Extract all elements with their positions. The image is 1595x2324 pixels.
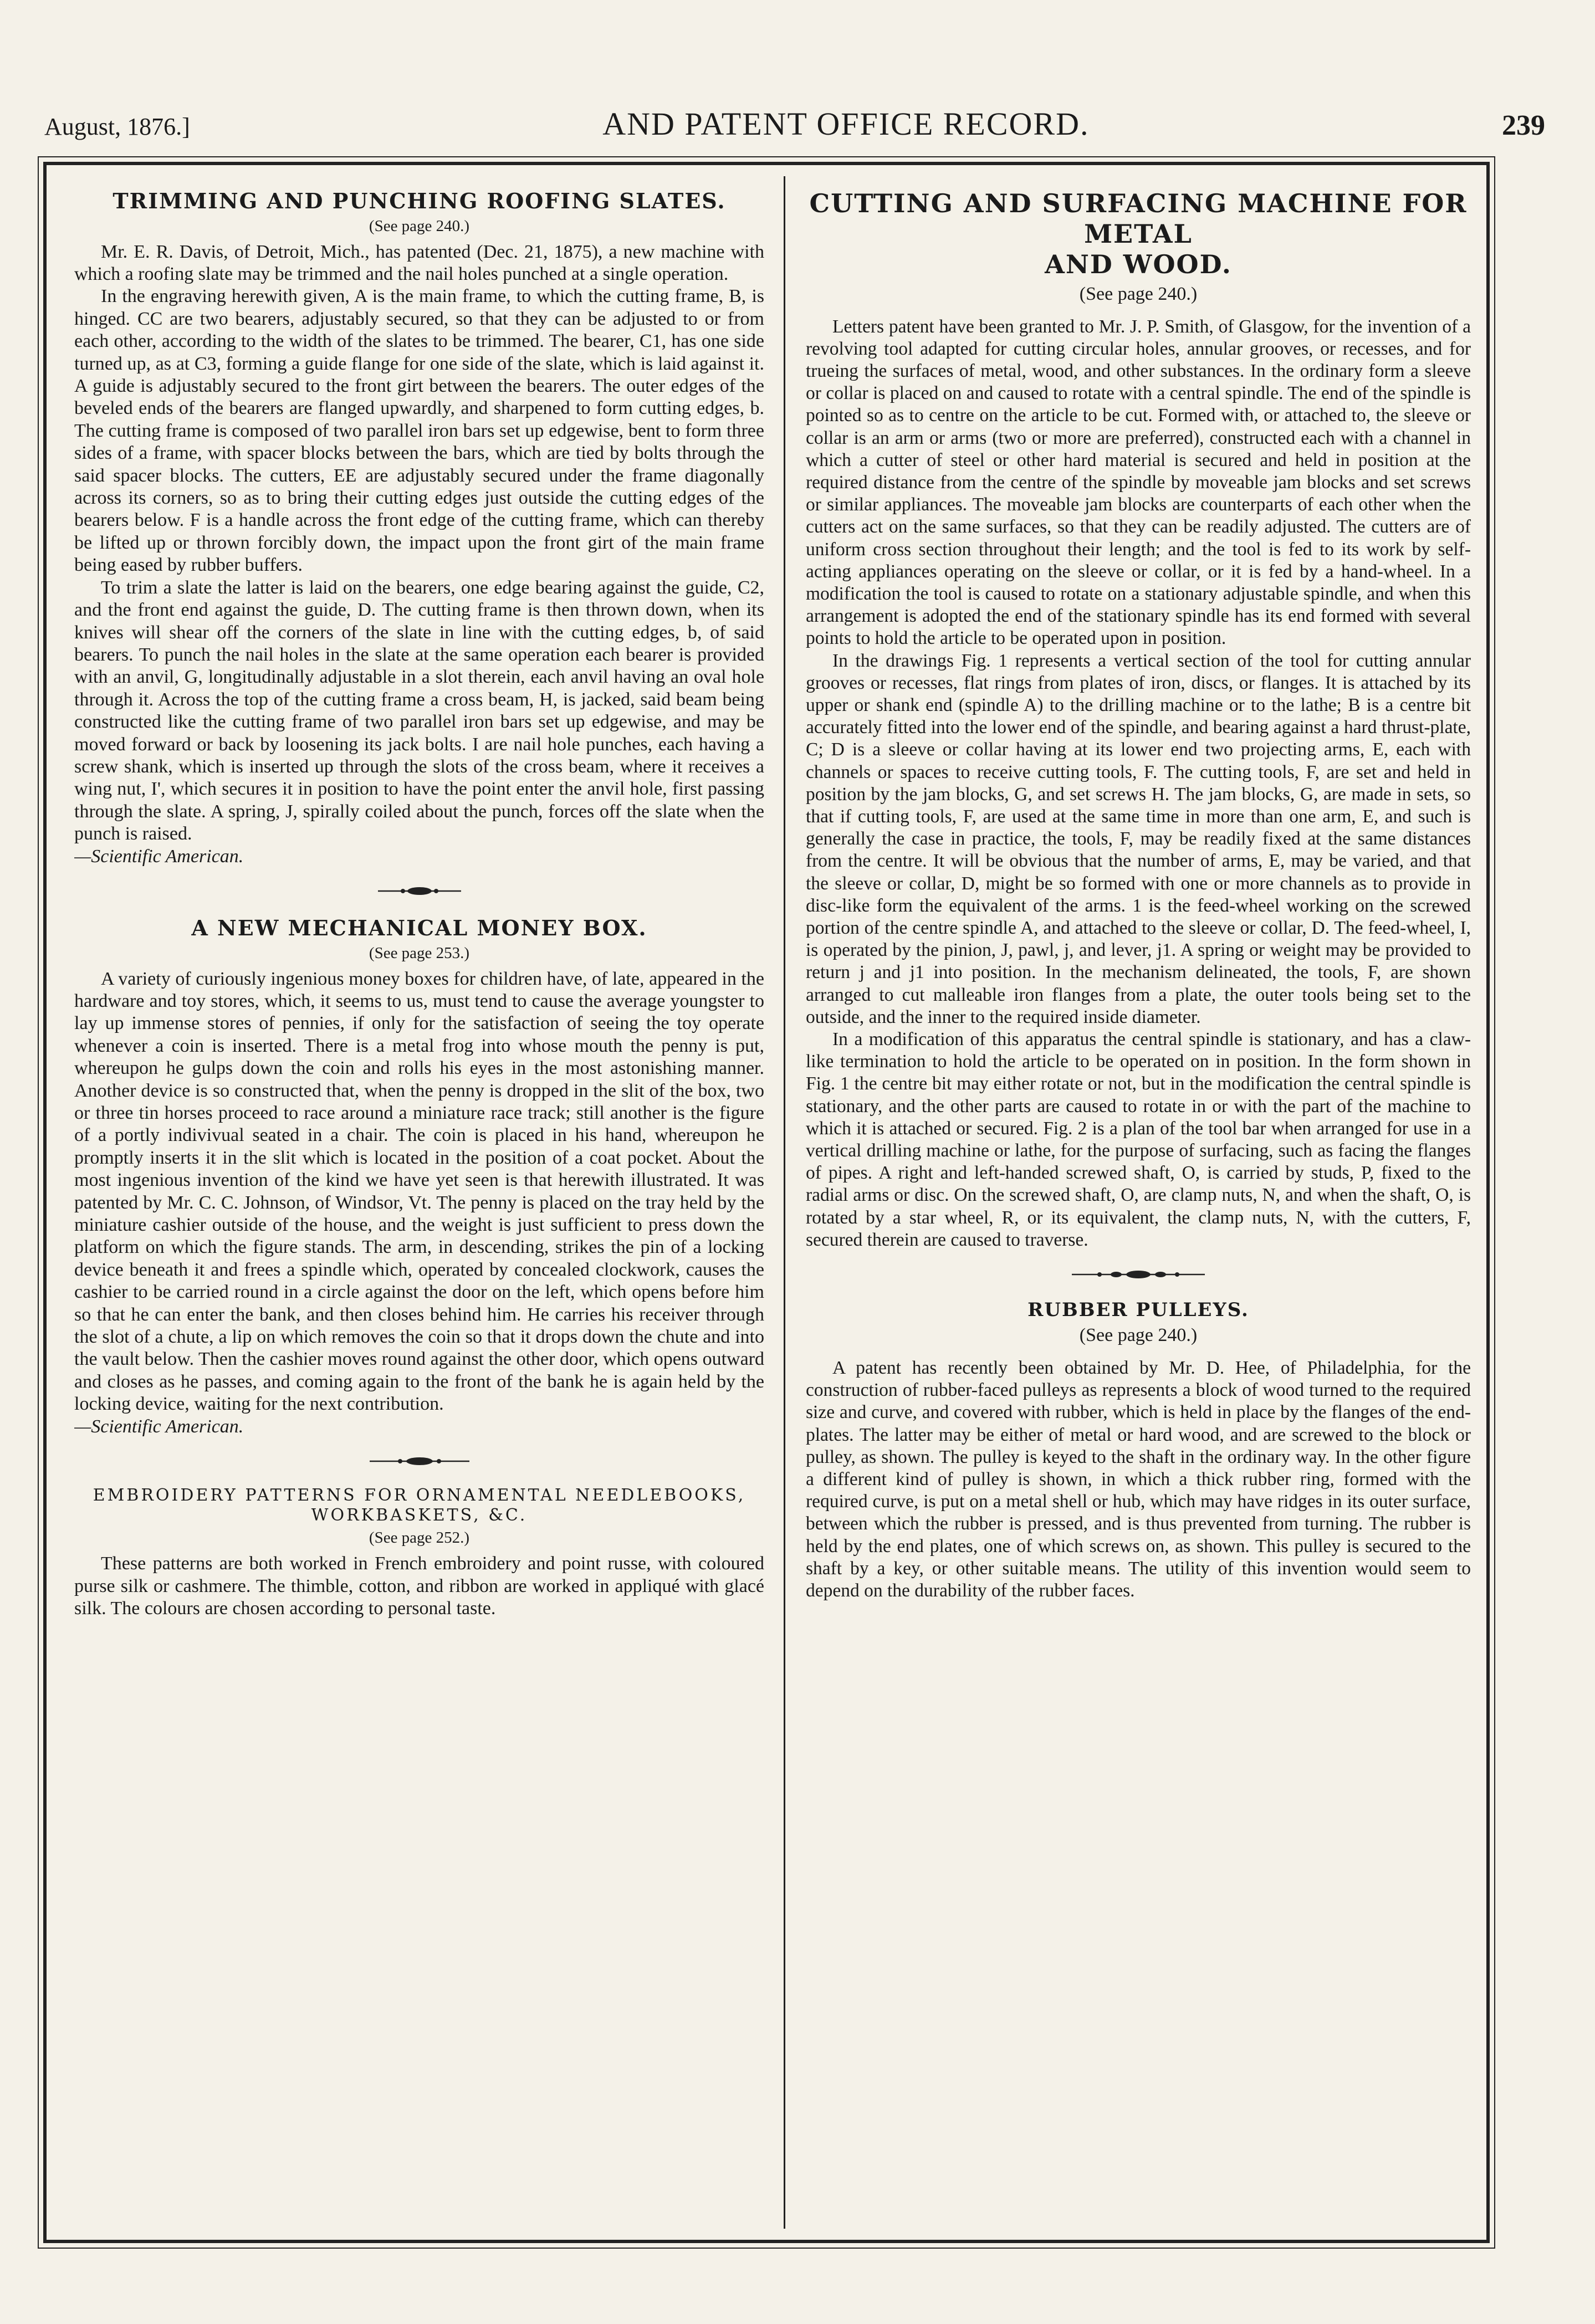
page-number: 239 — [1501, 110, 1545, 141]
see-page-reference: (See page 240.) — [1079, 1324, 1198, 1345]
article-title: RUBBER PULLEYS. — [1027, 1299, 1249, 1322]
article-rubber-pulleys — [806, 1299, 1471, 1602]
article-title — [74, 1486, 764, 1526]
section-divider-ornament — [74, 1456, 764, 1467]
paragraph: In a modification of this apparatus the central spindle is stationary, and has a claw-like termination to hold the article to be operated on in position. In the form shown in Fig. 1 the centre bit may either rotate or not, but in the modification the central spindle is stationary, and the other parts are caused to rotate in or with the part of the machine to which it is attached or secured. Fig. 2 is a plan of the tool bar when arranged for use in a vertical drilling machine or lathe, for the purpose of surfacing, such as facing the flanges of pipes. A right and left-handed screwed shaft, O, is carried by studs, P, fixed to the radial arms or disc. On the screwed shaft, O, are clamp nuts, N, and when the shaft, O, is rotated by a star wheel, R, or its equivalent, the clamp nuts, N, with the cutters, F, secured therein are caused to traverse. — [806, 1029, 1471, 1250]
paragraph: In the drawings Fig. 1 represents a vertical section of the tool for cutting annular grooves or recesses, flat rings from plates of iron, discs, or flanges. It is attached by its upper or shank end (spindle A) to the drilling machine or to the lathe; B is a centre bit accurately fitted into the lower end of the spindle, and bearing against a hard thrust-plate, C; D is a sleeve or collar having at its lower end two projecting arms, E, each with channels or spaces to receive cutting tools, F. The cutting tools, F, are set and held in position by the jam blocks, G, and set screws H. The jam blocks, G, are made in sets, so that if cutting tools, F, are used at the same time in more than one arm, E, and such is generally the case in practice, the tools, F, may be readily fixed at the same distances from the centre. It will be obvious that the number of arms, E, may be varied, and that the sleeve or collar, D, might be so formed with one or more channels as to provide in disc-like form the equivalent of the arms. 1 is the feed-wheel working on the screwed portion of the centre spindle A, and attached to the sleeve or collar, D. The feed-wheel, I, is operated by the pinion, J, pawl, j, and lever, j1. A spring or weight may be provided to return j and j1 into position. In the mechanism delineated, the tools, F, are shown arranged to cut malleable iron flanges from a plate, the outer tools being set to the outside, and the inner to the required inside diameter. — [806, 650, 1471, 1027]
publication-title: AND PATENT OFFICE RECORD. — [602, 106, 1090, 142]
issue-date: August, 1876.] — [44, 113, 190, 140]
paragraph: In the engraving herewith given, A is the main frame, to which the cutting frame, B, is hinged. CC are two bearers, adjustably secured, so that they can be adjusted to or from each other, according to the width of the slates to be trimmed. The bearer, C1, has one side turned up, as at C3, forming a guide flange for one side of the slate, which is laid against it. A guide is adjustably secured to the front girt between the bearers. The outer edges of the beveled ends of the bearers are flanged upwardly, and sharpened to form cutting edges, b. The cutting frame is composed of two parallel iron bars set up edgewise, bent to form three sides of a frame, with spacer blocks between the bars, which are tied by bolts through the said spacer blocks. The cutters, EE are adjustably secured under the frame diagonally across its corners, so as to bring their cutting edges just outside the cutting edges of the bearers below. F is a handle across the front edge of the cutting frame, which can thereby be lifted up or thrown forcibly down, the impact upon the front girt of the main frame being eased by rubber buffers. — [74, 286, 764, 576]
section-divider-ornament — [74, 885, 764, 897]
article-embroidery-patterns — [74, 1486, 764, 1620]
article-title-line: CUTTING AND SURFACING MACHINE FOR METAL — [809, 188, 1468, 249]
paragraph: A patent has recently been obtained by Mr. D. Hee, of Philadelphia, for the construction of rubber-faced pulleys as represents a block of wood turned to the required size and curve, and covered with rubber, which is held in place by the flanges of the end-plates. The latter may be either of metal or hard wood, and are screwed to the block or pulley, as shown. The pulley is keyed to the shaft in the ordinary way. In the other figure a different kind of pulley is shown, in which a thick rubber ring, formed with the required curve, is put on a metal shell or hub, which may have ridges in its outer surface, between which the rubber is pressed, and is thus prevented from turning. The rubber is held by the end plates, one of which screws on, as shown. This pulley is secured to the shaft by a key, or other suitable means. The utility of this invention would seem to depend on the durability of the rubber faces. — [806, 1357, 1471, 1601]
article-title: A NEW MECHANICAL MONEY BOX. — [191, 915, 647, 940]
see-page-reference: (See page 253.) — [369, 944, 470, 962]
paragraph: To trim a slate the latter is laid on the bearers, one edge bearing against the guide, C2, and the front end against the guide, D. The cutting frame is then thrown down, when its knives will shear off the corners of the slate in line with the cutting edges, b, of said bearers. To punch the nail holes in the slate at the same operation each bearer is provided with an anvil, G, longitudinally adjustable in a slot therein, each anvil having an oval hole through it. Across the top of the cutting frame a cross beam, H, is jacked, said beam being constructed like the cutting frame of two parallel iron bars set up edgewise, and may be moved forward or back by loosening its jack bolts. I are nail hole punches, each having a screw shank, which is inserted up through the slots of the cross beam, where it receives a wing nut, I', which secures it in position to have the point enter the anvil hole, first passing through the slate. A spring, J, spirally coiled about the punch, forces off the slate when the punch is raised. — [74, 577, 764, 844]
paragraph: Mr. E. R. Davis, of Detroit, Mich., has patented (Dec. 21, 1875), a new machine with which a roofing slate may be trimmed and the nail holes punched at a single operation. — [74, 241, 764, 284]
article-title-line: EMBROIDERY PATTERNS FOR ORNAMENTAL NEEDLEBOOKS, — [93, 1486, 746, 1506]
article-title-line: WORKBASKETS, &C. — [311, 1506, 528, 1526]
left-column — [74, 188, 764, 2229]
right-column — [806, 188, 1471, 2229]
content-frame — [43, 162, 1490, 2243]
section-divider-ornament — [806, 1269, 1471, 1280]
article-cutting-machine — [806, 188, 1471, 1251]
source-credit: —Scientific American. — [74, 1416, 244, 1437]
paragraph: A variety of curiously ingenious money boxes for children have, of late, appeared in the hardware and toy stores, which, it seems to us, must tend to cause the average youngster to lay up immense stores of pennies, if only for the satisfaction of seeing the toy operate whenever a coin is inserted. There is a metal frog into whose mouth the penny is put, whereupon he gulps down the coin and rolls his eyes in the most astonishing manner. Another device is so constructed that, when the penny is dropped in the slit of the box, two or three tin horses proceed to race around a miniature race track; still another is the figure of a portly indivivual seated in a chair. The coin is placed in his hand, whereupon he promptly inserts it in the slit which is located in the position of a coat pocket. About the most ingenious invention of the kind we have yet seen is that herewith illustrated. It was patented by Mr. C. C. Johnson, of Windsor, Vt. The penny is placed on the tray held by the miniature cashier outside of the house, and the weight is just sufficient to press down the platform on which the figure stands. The arm, in descending, strikes the pin of a locking device beneath it and frees a spindle which, operated by concealed clockwork, causes the cashier to be carried round in a circle against the door on the left, which opens before him so that he can enter the bank, and then closes behind him. He carries his receiver through the slot of a chute, a lip on which removes the coin so that it drops down the chute and into the vault below. Then the cashier moves round against the other door, which opens outward and closes as he passes, and coming again to the front of the bank he is again held by the locking device, waiting for the next contribution. — [74, 968, 764, 1415]
article-title: TRIMMING AND PUNCHING ROOFING SLATES. — [113, 188, 726, 213]
article-money-box — [74, 915, 764, 1438]
paragraph: These patterns are both worked in French embroidery and point russe, with coloured purse silk or cashmere. The thimble, cotton, and ribbon are worked in appliqué with glacé silk. The colours are chosen according to personal taste. — [74, 1553, 764, 1619]
running-head — [44, 105, 1545, 150]
article-roofing-slates — [74, 188, 764, 868]
column-divider — [784, 176, 785, 2229]
see-page-reference: (See page 240.) — [369, 217, 470, 235]
paragraph: Letters patent have been granted to Mr. J. P. Smith, of Glasgow, for the invention of a revolving tool adapted for cutting circular holes, annular grooves, or recesses, and for trueing the surfaces of metal, wood, and other substances. In the ordinary form a sleeve or collar is placed on and caused to rotate with a central spindle. The end of the spindle is pointed so as to centre on the article to be cut. Formed with, or attached to, the sleeve or collar is an arm or arms (two or more are preferred), constructed each with a channel in which a cutter of steel or other hard material is secured and held in position at the required distance from the centre of the spindle by moveable jam blocks and set screws or similar appliances. The moveable jam blocks are counterparts of each other when the cutters act on the same surfaces, so that they can be readily adjusted. The cutters are of uniform cross section throughout their length; and the tool is fed to its work by self-acting appliances operating on the sleeve or collar, or it is fed by a hand-wheel. In a modification the tool is caused to rotate on a stationary adjustable spindle, and when this arrangement is adopted the end of the stationary spindle has its end formed with several points to hold the article to be operated upon in position. — [806, 316, 1471, 649]
source-credit: —Scientific American. — [74, 846, 244, 867]
article-title — [806, 188, 1471, 280]
see-page-reference: (See page 252.) — [369, 1529, 470, 1547]
see-page-reference: (See page 240.) — [1079, 283, 1198, 304]
article-title-line: AND WOOD. — [1045, 249, 1232, 280]
